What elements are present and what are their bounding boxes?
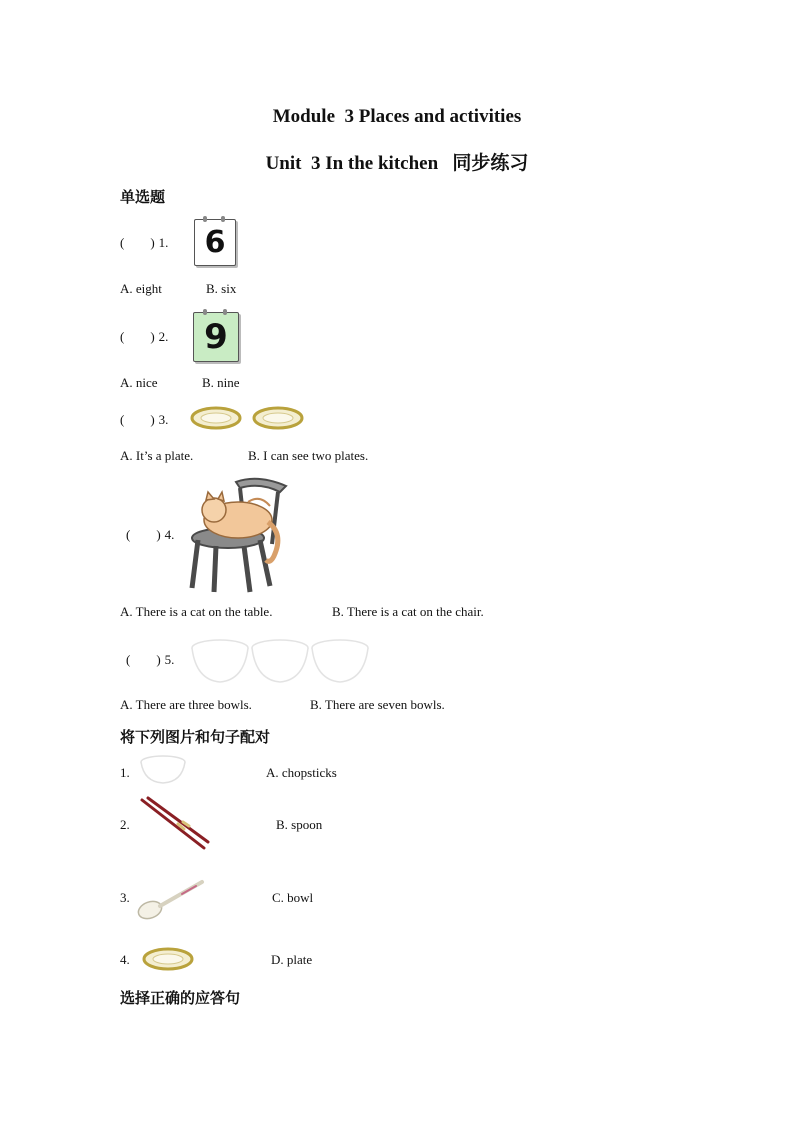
option-a[interactable]: A. eight — [120, 281, 162, 296]
match-number: 1. — [120, 765, 130, 780]
bowl-icon — [252, 640, 308, 682]
question-number: 5. — [164, 652, 175, 667]
document-title: Module 3 Places and activities — [272, 106, 522, 127]
match-number: 3. — [120, 890, 130, 905]
option-b[interactable]: B. There are seven bowls. — [310, 697, 445, 712]
answer-blank[interactable]: ( ) — [120, 329, 155, 344]
bowl-image — [138, 752, 188, 786]
option-b[interactable]: B. six — [206, 281, 237, 296]
question-3 — [120, 411, 168, 429]
number-card-image — [194, 219, 236, 266]
match-answer[interactable]: A. chopsticks — [266, 765, 337, 780]
plate-icon — [254, 408, 302, 428]
question-1 — [120, 234, 168, 252]
three-bowls-image — [190, 632, 370, 688]
card-digit: 6 — [204, 225, 226, 260]
bowl-icon — [312, 640, 368, 682]
two-plates-image — [190, 405, 306, 433]
option-a[interactable]: A. nice — [120, 375, 158, 390]
bowl-icon — [192, 640, 248, 682]
cat-on-chair-image — [188, 472, 296, 594]
question-number: 3. — [158, 412, 169, 427]
spoon-image — [136, 874, 210, 922]
document-subtitle: Unit 3 In the kitchen 同步练习 — [265, 153, 529, 174]
card-digit: 9 — [204, 317, 228, 357]
bowl-icon — [141, 756, 185, 783]
question-number: 1. — [158, 235, 169, 250]
answer-blank[interactable]: ( ) — [120, 412, 155, 427]
match-answer[interactable]: D. plate — [271, 952, 313, 967]
section-heading-matching: 将下列图片和句子配对 — [120, 728, 271, 746]
match-answer[interactable]: B. spoon — [276, 817, 323, 832]
answer-blank[interactable]: ( ) — [126, 527, 161, 542]
option-a[interactable]: A. There are three bowls. — [120, 697, 252, 712]
plate-image — [142, 946, 194, 972]
question-number: 2. — [158, 329, 169, 344]
question-5 — [126, 651, 174, 669]
chopsticks-icon — [142, 798, 208, 848]
option-a[interactable]: A. There is a cat on the table. — [120, 604, 273, 619]
option-a[interactable]: A. It’s a plate. — [120, 448, 194, 463]
question-number: 4. — [164, 527, 175, 542]
match-number: 4. — [120, 952, 130, 967]
match-answer[interactable]: C. bowl — [272, 890, 314, 905]
plate-icon — [192, 408, 240, 428]
match-number: 2. — [120, 817, 130, 832]
chopsticks-image — [138, 796, 210, 852]
number-card-image — [193, 312, 239, 362]
plate-icon — [144, 949, 192, 969]
option-b[interactable]: B. nine — [202, 375, 240, 390]
spoon-icon — [136, 882, 202, 922]
option-b[interactable]: B. There is a cat on the chair. — [332, 604, 484, 619]
section-heading-responses: 选择正确的应答句 — [120, 989, 241, 1007]
option-b[interactable]: B. I can see two plates. — [248, 448, 369, 463]
answer-blank[interactable]: ( ) — [120, 235, 155, 250]
section-heading-single-choice: 单选题 — [120, 188, 166, 206]
question-4 — [126, 526, 174, 544]
answer-blank[interactable]: ( ) — [126, 652, 161, 667]
question-2 — [120, 328, 168, 346]
